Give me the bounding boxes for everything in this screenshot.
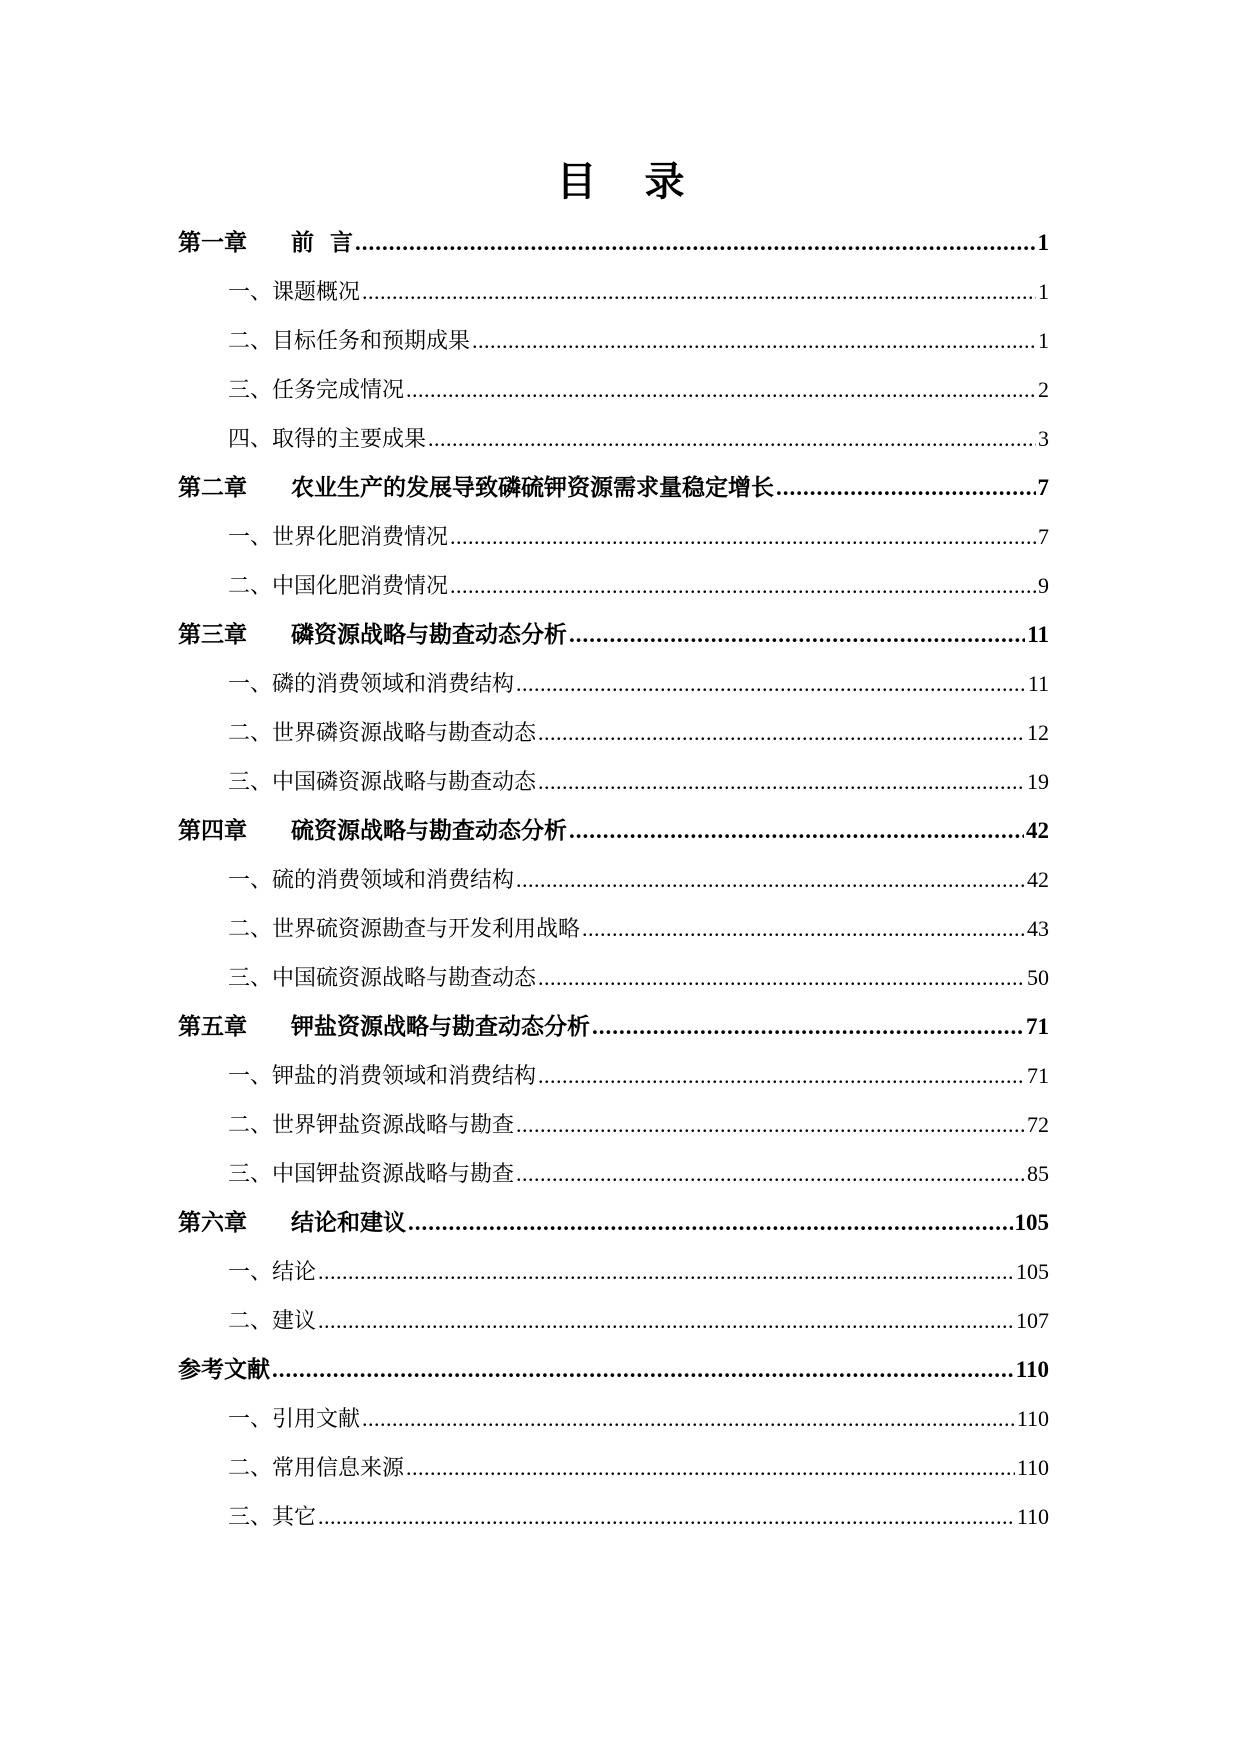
- dot-leader: [406, 1443, 1015, 1492]
- toc-section-entry[interactable]: [178, 1443, 1049, 1492]
- toc-chapter-entry[interactable]: [178, 806, 1049, 855]
- toc-entry-label: 结论和建议: [291, 1209, 406, 1236]
- toc-section-entry[interactable]: [178, 1149, 1049, 1198]
- toc-chapter-number: 第四章: [178, 817, 247, 844]
- toc-page-number: 71: [1026, 1014, 1049, 1039]
- dot-leader: [355, 218, 1035, 267]
- toc-entry-label: 二、目标任务和预期成果: [228, 329, 471, 354]
- toc-entry-label: 三、中国磷资源战略与勘查动态: [228, 770, 537, 795]
- toc-entry-label: 二、建议: [228, 1309, 317, 1334]
- toc-page-number: 1: [1038, 279, 1049, 304]
- toc-entry-label: 硫资源战略与勘查动态分析: [291, 817, 567, 844]
- toc-entry-label: 参考文献: [178, 1356, 270, 1383]
- toc-section-entry[interactable]: [178, 1247, 1049, 1296]
- toc-chapter-number: 第五章: [178, 1013, 247, 1040]
- table-of-contents: [178, 218, 1049, 1541]
- dot-leader: [406, 365, 1036, 414]
- toc-entry-label: 四、取得的主要成果: [228, 427, 427, 452]
- toc-entry-label: 一、引用文献: [228, 1407, 361, 1432]
- toc-page-number: 3: [1038, 426, 1049, 451]
- toc-page-number: 42: [1027, 867, 1049, 892]
- dot-leader: [472, 316, 1036, 365]
- toc-section-entry[interactable]: [178, 414, 1049, 463]
- title-char-2: 录: [644, 158, 685, 205]
- dot-leader: [569, 610, 1025, 659]
- dot-leader: [272, 1345, 1014, 1394]
- toc-section-entry[interactable]: [178, 757, 1049, 806]
- toc-section-entry[interactable]: [178, 1296, 1049, 1345]
- dot-leader: [408, 1198, 1013, 1247]
- dot-leader: [516, 659, 1026, 708]
- toc-entry-label: 二、常用信息来源: [228, 1456, 405, 1481]
- toc-entry-label: 一、磷的消费领域和消费结构: [228, 672, 515, 697]
- dot-leader: [318, 1247, 1014, 1296]
- toc-entry-label: 前 言: [291, 229, 354, 256]
- toc-page-number: 110: [1015, 1357, 1049, 1382]
- title-char-1: 目: [556, 158, 597, 205]
- toc-chapter-entry[interactable]: [178, 610, 1049, 659]
- toc-section-entry[interactable]: [178, 1394, 1049, 1443]
- page-title: [0, 158, 1241, 206]
- toc-page-number: 11: [1027, 671, 1049, 696]
- toc-entry-label: 农业生产的发展导致磷硫钾资源需求量稳定增长: [291, 474, 774, 501]
- toc-section-entry[interactable]: [178, 561, 1049, 610]
- toc-page-number: 107: [1016, 1308, 1049, 1333]
- toc-entry-label: 三、其它: [228, 1505, 317, 1530]
- toc-page-number: 1: [1038, 328, 1049, 353]
- dot-leader: [516, 1149, 1025, 1198]
- toc-chapter-number: 第二章: [178, 474, 247, 501]
- toc-page-number: 85: [1027, 1161, 1049, 1186]
- dot-leader: [318, 1492, 1015, 1541]
- toc-chapter-entry[interactable]: [178, 463, 1049, 512]
- toc-section-entry[interactable]: [178, 512, 1049, 561]
- toc-page-number: 19: [1027, 769, 1049, 794]
- toc-entry-label: 三、任务完成情况: [228, 378, 405, 403]
- toc-page-number: 12: [1027, 720, 1049, 745]
- dot-leader: [318, 1296, 1014, 1345]
- dot-leader: [538, 1051, 1025, 1100]
- toc-chapter-entry[interactable]: [178, 1198, 1049, 1247]
- toc-page-number: 7: [1038, 524, 1049, 549]
- toc-page-number: 72: [1027, 1112, 1049, 1137]
- toc-entry-label: 磷资源战略与勘查动态分析: [291, 621, 567, 648]
- toc-chapter-number: 第一章: [178, 229, 247, 256]
- toc-section-entry[interactable]: [178, 1492, 1049, 1541]
- toc-entry-label: 三、中国钾盐资源战略与勘查: [228, 1162, 515, 1187]
- toc-section-entry[interactable]: [178, 316, 1049, 365]
- toc-section-entry[interactable]: [178, 953, 1049, 1002]
- dot-leader: [592, 1002, 1024, 1051]
- toc-chapter-entry[interactable]: [178, 1345, 1049, 1394]
- toc-page-number: 1: [1037, 230, 1049, 255]
- toc-page-number: 2: [1038, 377, 1049, 402]
- dot-leader: [538, 953, 1025, 1002]
- toc-page-number: 105: [1016, 1259, 1049, 1284]
- toc-entry-label: 一、硫的消费领域和消费结构: [228, 868, 515, 893]
- dot-leader: [450, 561, 1036, 610]
- dot-leader: [362, 1394, 1015, 1443]
- toc-page-number: 43: [1027, 916, 1049, 941]
- toc-page-number: 105: [1014, 1210, 1049, 1235]
- toc-section-entry[interactable]: [178, 1051, 1049, 1100]
- dot-leader: [428, 414, 1036, 463]
- dot-leader: [569, 806, 1024, 855]
- dot-leader: [538, 708, 1025, 757]
- toc-entry-label: 二、世界磷资源战略与勘查动态: [228, 721, 537, 746]
- toc-chapter-number: 第六章: [178, 1209, 247, 1236]
- dot-leader: [582, 904, 1025, 953]
- dot-leader: [538, 757, 1025, 806]
- toc-entry-label: 一、钾盐的消费领域和消费结构: [228, 1064, 537, 1089]
- dot-leader: [516, 855, 1025, 904]
- toc-section-entry[interactable]: [178, 659, 1049, 708]
- toc-chapter-entry[interactable]: [178, 1002, 1049, 1051]
- toc-section-entry[interactable]: [178, 904, 1049, 953]
- toc-entry-label: 钾盐资源战略与勘查动态分析: [291, 1013, 590, 1040]
- toc-section-entry[interactable]: [178, 1100, 1049, 1149]
- toc-section-entry[interactable]: [178, 365, 1049, 414]
- dot-leader: [516, 1100, 1025, 1149]
- toc-page-number: 50: [1027, 965, 1049, 990]
- toc-section-entry[interactable]: [178, 267, 1049, 316]
- toc-entry-label: 一、结论: [228, 1260, 317, 1285]
- dot-leader: [362, 267, 1036, 316]
- toc-entry-label: 三、中国硫资源战略与勘查动态: [228, 966, 537, 991]
- dot-leader: [776, 463, 1036, 512]
- toc-entry-label: 一、世界化肥消费情况: [228, 525, 449, 550]
- toc-page-number: 7: [1037, 475, 1049, 500]
- toc-page-number: 110: [1016, 1406, 1049, 1431]
- toc-chapter-number: 第三章: [178, 621, 247, 648]
- dot-leader: [450, 512, 1036, 561]
- toc-entry-label: 一、课题概况: [228, 280, 361, 305]
- toc-page-number: 11: [1027, 622, 1049, 647]
- toc-page-number: 71: [1027, 1063, 1049, 1088]
- toc-page-number: 9: [1038, 573, 1049, 598]
- toc-page-number: 110: [1016, 1455, 1049, 1480]
- toc-section-entry[interactable]: [178, 855, 1049, 904]
- toc-page-number: 42: [1026, 818, 1049, 843]
- toc-entry-label: 二、中国化肥消费情况: [228, 574, 449, 599]
- toc-section-entry[interactable]: [178, 708, 1049, 757]
- toc-entry-label: 二、世界钾盐资源战略与勘查: [228, 1113, 515, 1138]
- toc-page-number: 110: [1016, 1504, 1049, 1529]
- toc-entry-label: 二、世界硫资源勘查与开发利用战略: [228, 917, 581, 942]
- toc-chapter-entry[interactable]: [178, 218, 1049, 267]
